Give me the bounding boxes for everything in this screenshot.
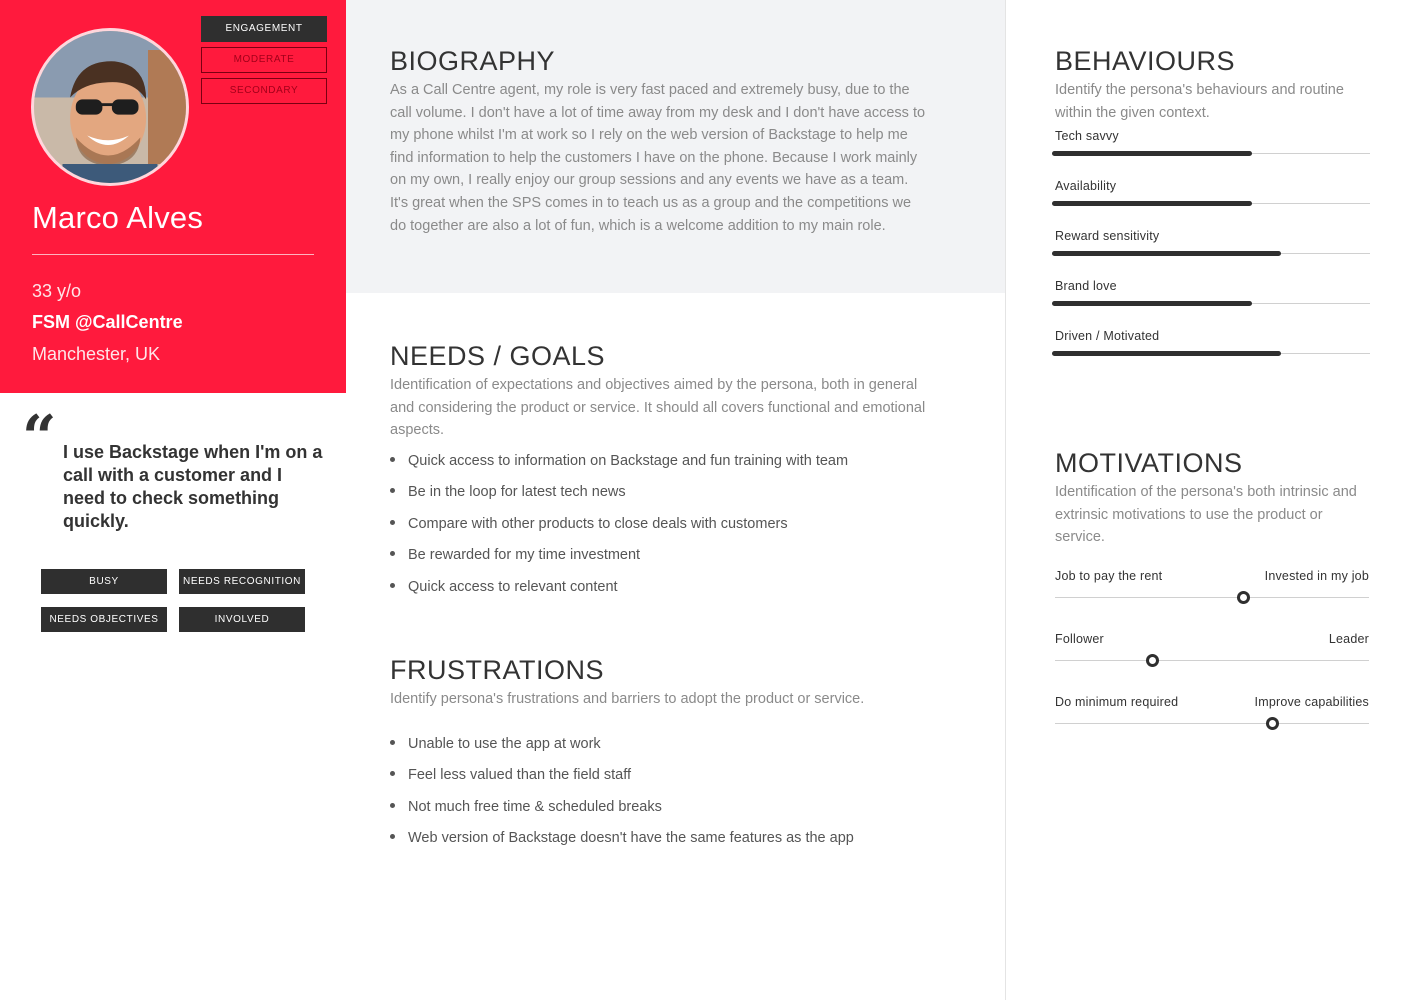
behaviours-title: BEHAVIOURS xyxy=(1055,46,1236,76)
frustrations-text: Identify persona's frustrations and barriers to adopt the product or service. xyxy=(390,691,865,707)
trait-involved: INVOLVED xyxy=(179,607,305,632)
frustrations-title: FRUSTRATIONS xyxy=(390,655,604,685)
persona-details xyxy=(346,0,1005,1000)
motivation-track xyxy=(1055,597,1369,598)
behaviour-label: Brand love xyxy=(1055,279,1117,293)
trait-needs-objectives: NEEDS OBJECTIVES xyxy=(41,607,167,632)
behaviour-bar-fill xyxy=(1052,251,1281,256)
avatar-photo-icon xyxy=(34,31,186,183)
behaviour-label: Tech savvy xyxy=(1055,129,1119,143)
needs-list xyxy=(389,451,949,608)
trait-needs-recognition: NEEDS RECOGNITION xyxy=(179,569,305,594)
behaviour-bar xyxy=(1052,203,1370,204)
behaviour-bar-fill xyxy=(1052,351,1281,356)
tag-secondary: SECONDARY xyxy=(201,78,327,104)
persona-traits-panel xyxy=(1006,0,1420,1000)
behaviour-bar xyxy=(1052,153,1370,154)
persona-location: Manchester, UK xyxy=(32,344,161,364)
motivation-track xyxy=(1055,660,1369,661)
list-item: Quick access to information on Backstage and fun training with team xyxy=(389,451,949,482)
behaviour-label: Reward sensitivity xyxy=(1055,229,1160,243)
trait-tags xyxy=(41,569,305,632)
motivation-left-label: Follower xyxy=(1055,632,1104,646)
behaviour-brand-love xyxy=(1055,279,1369,304)
list-item: Unable to use the app at work xyxy=(389,734,949,765)
behaviour-bar xyxy=(1052,353,1370,354)
behaviour-reward-sensitivity xyxy=(1055,229,1369,254)
motivation-scale-rent-job xyxy=(1055,569,1369,598)
needs-title: NEEDS / GOALS xyxy=(390,341,606,371)
list-item: Compare with other products to close deals with customers xyxy=(389,514,949,545)
motivation-track xyxy=(1055,723,1369,724)
tag-moderate: MODERATE xyxy=(201,47,327,73)
behaviour-bar xyxy=(1052,303,1370,304)
profile-card xyxy=(0,0,346,393)
avatar xyxy=(31,28,189,186)
behaviour-label: Availability xyxy=(1055,179,1117,193)
motivation-knob xyxy=(1266,717,1279,730)
persona-quote: I use Backstage when I'm on a call with a customer and I need to check something quickly. xyxy=(63,442,323,531)
frustrations-list xyxy=(389,734,949,860)
behaviour-bar-fill xyxy=(1052,151,1252,156)
persona-sidebar xyxy=(0,0,346,1000)
behaviours-text: Identify the persona's behaviours and routine within the given context. xyxy=(1055,82,1344,121)
motivation-knob xyxy=(1146,654,1159,667)
list-item: Web version of Backstage doesn't have the same features as the app xyxy=(389,828,949,859)
motivation-knob xyxy=(1237,591,1250,604)
divider xyxy=(32,254,314,255)
list-item: Feel less valued than the field staff xyxy=(389,765,949,796)
biography-title: BIOGRAPHY xyxy=(390,46,556,76)
quote-mark-icon: “ xyxy=(22,403,57,473)
motivations-title: MOTIVATIONS xyxy=(1055,448,1243,478)
motivation-right-label: Improve capabilities xyxy=(1254,695,1369,709)
behaviour-bar-fill xyxy=(1052,301,1252,306)
list-item: Not much free time & scheduled breaks xyxy=(389,797,949,828)
behaviour-bar xyxy=(1052,253,1370,254)
behaviour-tech-savvy xyxy=(1055,129,1369,154)
needs-text: Identification of expectations and objectives aimed by the persona, both in general and considering the product or service. It should all covers functional and emotional aspects. xyxy=(390,377,926,439)
biography-text: As a Call Centre agent, my role is very fast paced and extremely busy, due to the call volume. I don't have a lot of time away from my desk and I don't have access to my phone whilst I'm at work so I rely on the web version of Backstage to help me find information to help the customers I have on the phone. Because I work mainly on my own, I really enjoy our group sessions and any events we have as a team. It's great when the SPS comes in to teach us as a group and the competitions we do together are also a lot of fun, which is a welcome addition to my main role. xyxy=(390,82,926,234)
behaviour-driven-motivated xyxy=(1055,329,1369,354)
list-item: Quick access to relevant content xyxy=(389,577,949,608)
trait-busy: BUSY xyxy=(41,569,167,594)
behaviour-availability xyxy=(1055,179,1369,204)
tag-engagement: ENGAGEMENT xyxy=(201,16,327,42)
motivation-scale-follower-leader xyxy=(1055,632,1369,661)
motivations-text: Identification of the persona's both intrinsic and extrinsic motivations to use the product or service. xyxy=(1055,484,1357,546)
persona-name: Marco Alves xyxy=(32,200,204,235)
persona-role: FSM @CallCentre xyxy=(32,312,183,332)
motivation-right-label: Leader xyxy=(1328,632,1369,646)
motivation-left-label: Do minimum required xyxy=(1055,695,1179,709)
persona-age: 33 y/o xyxy=(32,281,82,301)
list-item: Be rewarded for my time investment xyxy=(389,545,949,576)
behaviour-bar-fill xyxy=(1052,201,1252,206)
motivation-left-label: Job to pay the rent xyxy=(1055,569,1163,583)
persona-tags xyxy=(201,16,327,109)
behaviour-label: Driven / Motivated xyxy=(1055,329,1160,343)
motivation-right-label: Invested in my job xyxy=(1264,569,1369,583)
list-item: Be in the loop for latest tech news xyxy=(389,482,949,513)
motivation-scale-minimum-improve xyxy=(1055,695,1369,724)
